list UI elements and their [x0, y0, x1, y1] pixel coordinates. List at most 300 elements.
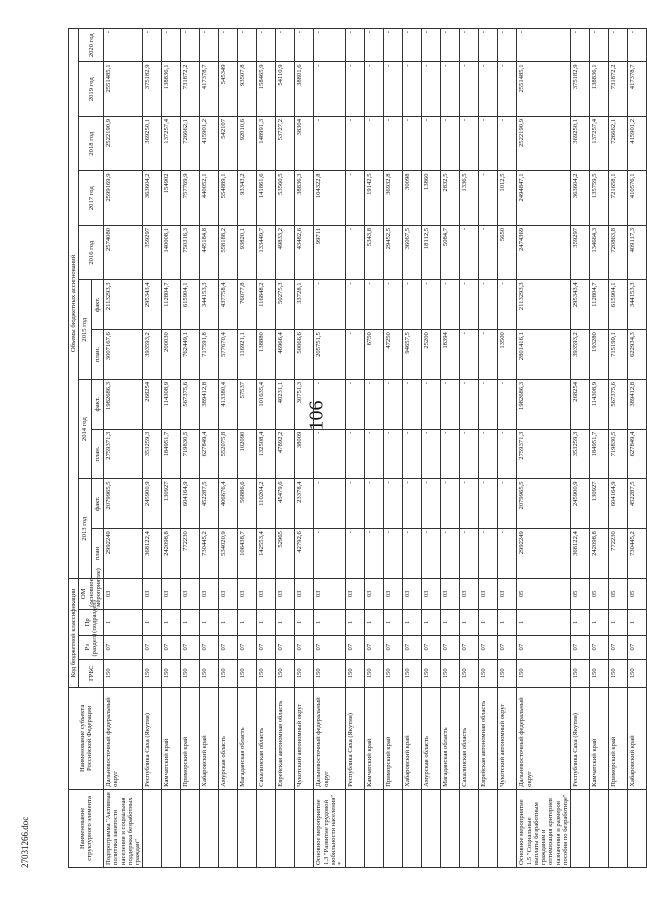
value-cell: 715199,1	[609, 330, 628, 380]
grbs-cell: 150	[346, 659, 365, 687]
header-2018: 2018 год	[79, 116, 104, 170]
value-cell: 140008,1	[162, 225, 181, 279]
om-cell: 03	[276, 578, 295, 609]
pr-cell: 1	[628, 609, 647, 635]
value-cell: 3007167,6	[104, 330, 143, 380]
value-cell: 772230	[609, 529, 628, 579]
header-2019: 2019 год	[79, 62, 104, 116]
value-cell: -	[479, 280, 498, 330]
value-cell: 393593,2	[143, 330, 162, 380]
pr-cell: 1	[403, 609, 422, 635]
value-cell: 19142,5	[365, 171, 384, 225]
rotated-table-container	[68, 28, 636, 868]
grbs-cell: 150	[314, 659, 346, 687]
value-cell: 2992249	[517, 529, 571, 579]
value-cell: -	[403, 116, 422, 170]
pr-cell: 1	[460, 609, 479, 635]
value-cell: 757769,9	[181, 171, 200, 225]
value-cell: 6750	[365, 330, 384, 380]
value-cell: 18394	[441, 330, 460, 380]
value-cell: -	[384, 529, 403, 579]
value-cell: -	[498, 479, 517, 529]
om-cell: 03	[181, 578, 200, 609]
rz-cell: 07	[365, 635, 384, 659]
value-cell: 409117,3	[628, 225, 647, 279]
pr-cell: 1	[384, 609, 403, 635]
om-cell: 03	[403, 578, 422, 609]
value-cell: -	[181, 29, 200, 62]
pr-cell: 1	[181, 609, 200, 635]
value-cell: 54110,9	[276, 62, 295, 116]
header-codes: Код бюджетной классификации	[69, 578, 79, 687]
table-row	[590, 29, 609, 868]
structural-element-cell	[346, 789, 365, 867]
value-cell: -	[422, 529, 441, 579]
value-cell: -	[346, 171, 365, 225]
header-2014: 2014 год	[79, 379, 91, 479]
pr-cell: 1	[498, 609, 517, 635]
value-cell: 38009	[295, 429, 314, 479]
value-cell: 193280	[590, 330, 609, 380]
value-cell: 30751,3	[295, 379, 314, 429]
value-cell: -	[314, 29, 346, 62]
value-cell: 368122,4	[143, 529, 162, 579]
value-cell: 615904,1	[609, 280, 628, 330]
value-cell: 344153,3	[200, 280, 219, 330]
value-cell: 375182,9	[571, 62, 590, 116]
table-row	[403, 29, 422, 868]
value-cell: -	[384, 429, 403, 479]
om-cell: 05	[628, 578, 647, 609]
header-rz: Рз (раздел)	[79, 635, 104, 659]
value-cell: -	[162, 29, 181, 62]
value-cell: 577670,4	[219, 330, 238, 380]
value-cell: 542107	[219, 116, 238, 170]
rz-cell: 07	[181, 635, 200, 659]
value-cell: 57537	[238, 379, 257, 429]
pr-cell: 1	[162, 609, 181, 635]
rz-cell: 07	[441, 635, 460, 659]
value-cell: 112804,7	[162, 280, 181, 330]
header-2017: 2017 год	[79, 171, 104, 225]
value-cell: 389412,8	[628, 379, 647, 429]
value-cell: -	[498, 429, 517, 479]
value-cell: 29452,5	[384, 225, 403, 279]
grbs-cell: 150	[422, 659, 441, 687]
subject-cell: Камчатский край	[162, 687, 181, 789]
om-cell: 05	[590, 578, 609, 609]
value-cell: -	[422, 429, 441, 479]
value-cell: 42792,6	[295, 529, 314, 579]
grbs-cell: 150	[479, 659, 498, 687]
subject-cell: Магаданская область	[441, 687, 460, 789]
structural-element-cell	[219, 789, 238, 867]
value-cell: -	[384, 479, 403, 529]
value-cell: 47892,2	[276, 429, 295, 479]
table-row	[571, 29, 590, 868]
header-subject: Наименование субъекта Российской Федерации	[69, 687, 104, 789]
value-cell: -	[403, 479, 422, 529]
subject-cell: Магаданская область	[238, 687, 257, 789]
header-2014-plan: план.	[91, 429, 103, 479]
table-row	[162, 29, 181, 868]
rz-cell: 07	[143, 635, 162, 659]
structural-element-cell	[384, 789, 403, 867]
structural-element-cell	[590, 789, 609, 867]
value-cell: 53727,2	[276, 116, 295, 170]
value-cell: 359297	[571, 225, 590, 279]
value-cell: 13860	[422, 171, 441, 225]
value-cell: 717591,8	[200, 330, 219, 380]
value-cell: 133449,7	[257, 225, 276, 279]
value-cell: -	[479, 429, 498, 479]
om-cell: 03	[422, 578, 441, 609]
value-cell: 2551485,1	[517, 62, 571, 116]
grbs-cell: 150	[104, 659, 143, 687]
value-cell: 534020,9	[219, 529, 238, 579]
rz-cell: 07	[238, 635, 257, 659]
value-cell: 353259,3	[571, 429, 590, 479]
value-cell: 132508,4	[257, 429, 276, 479]
value-cell: 94657,5	[403, 330, 422, 380]
rz-cell: 07	[628, 635, 647, 659]
value-cell: -	[441, 479, 460, 529]
rz-cell: 07	[590, 635, 609, 659]
value-cell: 114308,9	[162, 379, 181, 429]
value-cell: 116848,2	[257, 280, 276, 330]
pr-cell: 1	[422, 609, 441, 635]
om-cell: 03	[162, 578, 181, 609]
value-cell: 452287,5	[200, 479, 219, 529]
grbs-cell: 150	[365, 659, 384, 687]
structural-element-cell	[460, 789, 479, 867]
header-2013-fact: факт.	[91, 479, 103, 529]
grbs-cell: 150	[498, 659, 517, 687]
rz-cell: 07	[219, 635, 238, 659]
table-row	[257, 29, 276, 868]
rz-cell: 07	[609, 635, 628, 659]
value-cell: 93507,8	[238, 62, 257, 116]
value-cell: 142553,4	[257, 529, 276, 579]
value-cell: 375182,9	[143, 62, 162, 116]
om-cell: 03	[295, 578, 314, 609]
om-cell: 05	[517, 578, 571, 609]
value-cell: 137257,4	[590, 116, 609, 170]
grbs-cell: 150	[517, 659, 571, 687]
value-cell: 1982686,3	[104, 379, 143, 429]
value-cell: 363604,2	[143, 171, 162, 225]
value-cell: 440052,1	[200, 171, 219, 225]
value-cell: -	[422, 479, 441, 529]
structural-element-cell	[403, 789, 422, 867]
value-cell: 110204,2	[257, 479, 276, 529]
value-cell: 18112,5	[422, 225, 441, 279]
subject-cell: Сахалинская область	[257, 687, 276, 789]
header-volumes: Объемы бюджетных ассигнований	[69, 29, 79, 579]
header-2013-plan: план	[91, 529, 103, 579]
rz-cell: 07	[276, 635, 295, 659]
om-cell: 05	[609, 578, 628, 609]
value-cell: 154902	[162, 171, 181, 225]
value-cell: 138836,1	[590, 62, 609, 116]
value-cell: 413380,4	[219, 379, 238, 429]
value-cell: 47250	[384, 330, 403, 380]
header-grbs: ГРБС	[79, 659, 104, 687]
structural-element-cell	[422, 789, 441, 867]
value-cell: 5084,7	[441, 225, 460, 279]
value-cell: 112804,7	[590, 280, 609, 330]
value-cell: -	[422, 116, 441, 170]
value-cell: 762449,1	[181, 330, 200, 380]
value-cell: 2079965,5	[104, 479, 143, 529]
om-cell: 03	[257, 578, 276, 609]
grbs-cell: 150	[460, 659, 479, 687]
rz-cell: 07	[517, 635, 571, 659]
rz-cell: 07	[571, 635, 590, 659]
subject-cell: Хабаровский край	[200, 687, 219, 789]
rz-cell: 07	[498, 635, 517, 659]
value-cell: 2522190,9	[517, 116, 571, 170]
value-cell: -	[460, 379, 479, 429]
om-cell: 03	[365, 578, 384, 609]
om-cell: 03	[200, 578, 219, 609]
value-cell: -	[219, 29, 238, 62]
grbs-cell: 150	[609, 659, 628, 687]
table-row	[609, 29, 628, 868]
value-cell: 102090	[238, 429, 257, 479]
value-cell: 245900,9	[143, 479, 162, 529]
value-cell: -	[479, 225, 498, 279]
value-cell: 33728,1	[295, 280, 314, 330]
structural-element-cell	[181, 789, 200, 867]
header-om: ОМ (основное мероприятие)	[79, 578, 104, 609]
header-2013: 2013 год	[79, 479, 91, 579]
table-row	[441, 29, 460, 868]
om-cell: 03	[104, 578, 143, 609]
value-cell: 114308,9	[590, 379, 609, 429]
pr-cell: 1	[219, 609, 238, 635]
value-cell: -	[460, 280, 479, 330]
value-cell: -	[276, 29, 295, 62]
value-cell: 13500	[498, 330, 517, 380]
structural-element-cell	[498, 789, 517, 867]
table-row	[498, 29, 517, 868]
header-2015-plan: план.	[91, 330, 103, 380]
subject-cell: Амурская область	[422, 687, 441, 789]
value-cell: -	[498, 116, 517, 170]
table-row	[479, 29, 498, 868]
grbs-cell: 150	[181, 659, 200, 687]
value-cell: 368122,4	[571, 529, 590, 579]
page-number: 106	[305, 400, 328, 431]
header-pr: Пр (подраздел)	[79, 609, 104, 635]
structural-element-cell	[276, 789, 295, 867]
value-cell: 130927	[590, 479, 609, 529]
value-cell: 56886,6	[238, 479, 257, 529]
value-cell: 53560,5	[276, 171, 295, 225]
value-cell: 52965	[276, 529, 295, 579]
value-cell: 30098	[403, 171, 422, 225]
subject-cell: Камчатский край	[365, 687, 384, 789]
subject-cell: Дальневосточный федеральный округ	[104, 687, 143, 789]
pr-cell: 1	[238, 609, 257, 635]
value-cell: -	[460, 62, 479, 116]
om-cell: 03	[346, 578, 365, 609]
value-cell: 730445,2	[628, 529, 647, 579]
om-cell: 03	[238, 578, 257, 609]
value-cell: 726662,1	[181, 116, 200, 170]
grbs-cell: 150	[257, 659, 276, 687]
table-row	[181, 29, 200, 868]
subject-cell: Республика Саха (Якутия)	[346, 687, 365, 789]
rz-cell: 07	[403, 635, 422, 659]
value-cell: 567375,6	[609, 379, 628, 429]
value-cell: 99711	[314, 225, 346, 279]
value-cell: 38304	[295, 116, 314, 170]
om-cell: 03	[479, 578, 498, 609]
structural-element-cell	[295, 789, 314, 867]
pr-cell: 1	[276, 609, 295, 635]
value-cell: -	[346, 29, 365, 62]
grbs-cell: 150	[571, 659, 590, 687]
table-row	[517, 29, 571, 868]
structural-element-cell	[143, 789, 162, 867]
value-cell: 184951,7	[162, 429, 181, 479]
value-cell: 25200	[422, 330, 441, 380]
value-cell: 750316,3	[181, 225, 200, 279]
table-row	[422, 29, 441, 868]
pr-cell: 1	[517, 609, 571, 635]
value-cell: 2832,5	[441, 171, 460, 225]
value-cell: 545349	[219, 62, 238, 116]
value-cell: 2801416,1	[517, 330, 571, 380]
value-cell: 49833,2	[276, 225, 295, 279]
om-cell: 03	[498, 578, 517, 609]
value-cell: 417378,7	[200, 62, 219, 116]
structural-element-cell	[609, 789, 628, 867]
om-cell: 03	[219, 578, 238, 609]
om-cell: 03	[441, 578, 460, 609]
structural-element-cell: Подпрограмма "Активная политика занятости населения и социальная поддержка безработных граждан"	[104, 789, 143, 867]
table-row	[200, 29, 219, 868]
rz-cell: 07	[257, 635, 276, 659]
value-cell: -	[498, 280, 517, 330]
value-cell: 101635,4	[257, 379, 276, 429]
value-cell: 369250,1	[571, 116, 590, 170]
subject-cell: Хабаровский край	[628, 687, 647, 789]
pr-cell: 1	[346, 609, 365, 635]
value-cell: -	[460, 116, 479, 170]
value-cell: 135759,5	[590, 171, 609, 225]
value-cell: 130927	[162, 479, 181, 529]
value-cell: 242098,8	[162, 529, 181, 579]
header-2016: 2016 год	[79, 225, 104, 279]
value-cell: 36067,5	[403, 225, 422, 279]
structural-element-cell	[571, 789, 590, 867]
value-cell: 23378,4	[295, 479, 314, 529]
value-cell: -	[346, 529, 365, 579]
pr-cell: 1	[200, 609, 219, 635]
table-body	[104, 29, 647, 868]
value-cell: -	[346, 62, 365, 116]
rz-cell: 07	[346, 635, 365, 659]
value-cell: -	[346, 330, 365, 380]
table-row	[238, 29, 257, 868]
subject-cell: Еврейская автономная область	[276, 687, 295, 789]
value-cell: -	[403, 529, 422, 579]
pr-cell: 1	[590, 609, 609, 635]
value-cell: 604164,9	[181, 479, 200, 529]
grbs-cell: 150	[162, 659, 181, 687]
table-row	[460, 29, 479, 868]
value-cell: -	[365, 280, 384, 330]
value-cell: 76077,8	[238, 280, 257, 330]
value-cell: 452287,5	[628, 479, 647, 529]
value-cell: -	[498, 529, 517, 579]
structural-element-cell	[257, 789, 276, 867]
value-cell: -	[460, 225, 479, 279]
subject-cell: Дальневосточный федеральный округ	[517, 687, 571, 789]
value-cell: -	[403, 280, 422, 330]
value-cell: -	[104, 29, 143, 62]
value-cell: -	[295, 29, 314, 62]
value-cell: -	[365, 429, 384, 479]
value-cell: 104322,8	[314, 171, 346, 225]
structural-element-cell	[365, 789, 384, 867]
value-cell: -	[460, 29, 479, 62]
value-cell: -	[346, 429, 365, 479]
value-cell: -	[384, 116, 403, 170]
value-cell: 1336,5	[460, 171, 479, 225]
rz-cell: 07	[162, 635, 181, 659]
subject-cell: Чукотский автономный округ	[498, 687, 517, 789]
value-cell: -	[403, 429, 422, 479]
value-cell: -	[346, 379, 365, 429]
value-cell: 363604,2	[571, 171, 590, 225]
value-cell: -	[403, 379, 422, 429]
value-cell: 353259,3	[143, 429, 162, 479]
value-cell: 726662,1	[609, 116, 628, 170]
value-cell: 184951,7	[590, 429, 609, 479]
value-cell: 134664,3	[590, 225, 609, 279]
subject-cell: Республика Саха (Якутия)	[143, 687, 162, 789]
value-cell: -	[441, 429, 460, 479]
value-cell: 158465,9	[257, 62, 276, 116]
value-cell: 295343,4	[143, 280, 162, 330]
grbs-cell: 150	[238, 659, 257, 687]
value-cell: -	[441, 29, 460, 62]
pr-cell: 1	[441, 609, 460, 635]
subject-cell: Приморский край	[609, 687, 628, 789]
value-cell: -	[238, 29, 257, 62]
value-cell: -	[460, 529, 479, 579]
structural-element-cell	[238, 789, 257, 867]
value-cell: -	[441, 529, 460, 579]
table-row	[384, 29, 403, 868]
value-cell: -	[200, 29, 219, 62]
value-cell: -	[571, 29, 590, 62]
value-cell: 2599169,9	[104, 171, 143, 225]
value-cell: -	[365, 29, 384, 62]
value-cell: 2992249	[104, 529, 143, 579]
om-cell: 03	[460, 578, 479, 609]
value-cell: 731872,2	[181, 62, 200, 116]
value-cell: 2551485,1	[104, 62, 143, 116]
value-cell: -	[314, 529, 346, 579]
value-cell: -	[460, 429, 479, 479]
value-cell: -	[314, 429, 346, 479]
value-cell: 43482,6	[295, 225, 314, 279]
